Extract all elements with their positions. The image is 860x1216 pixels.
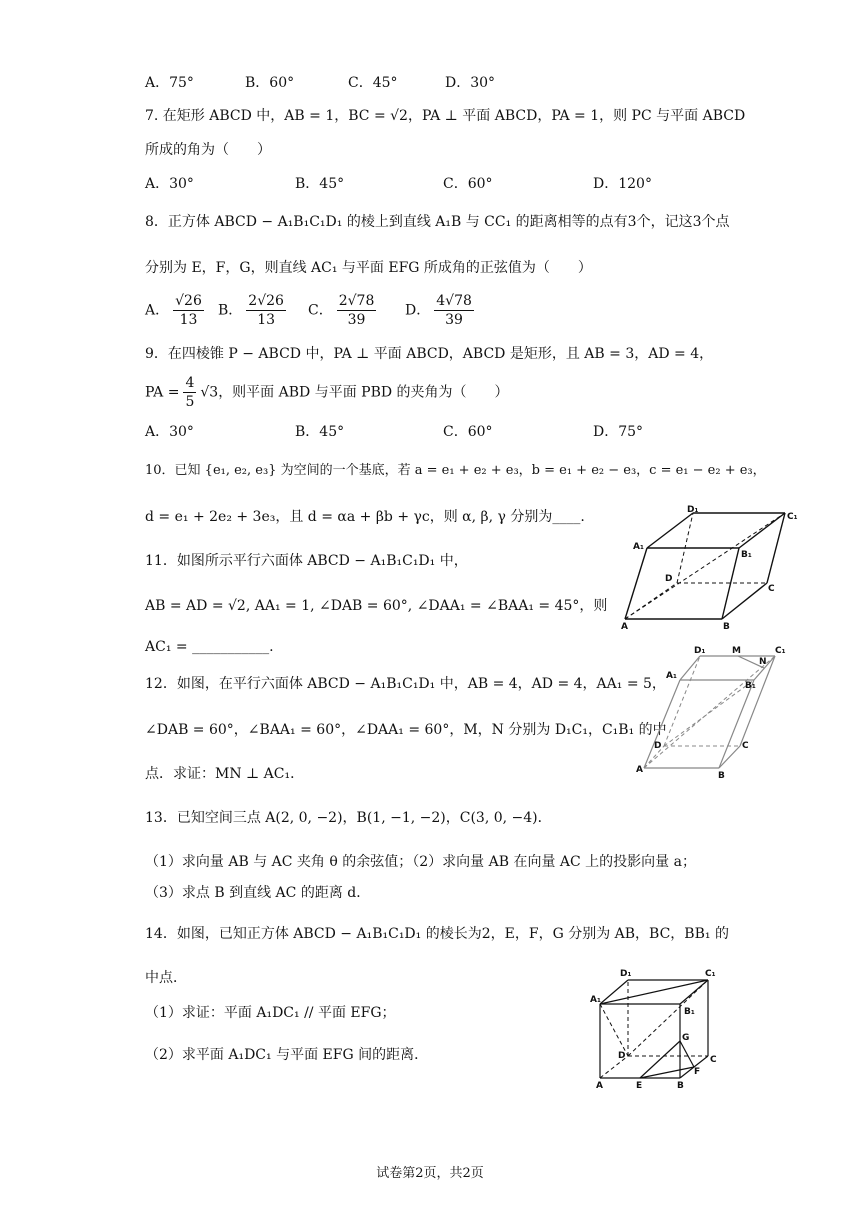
q11-stem-line2: AB = AD = √2, AA₁ = 1, ∠DAB = 60°, ∠DAA₁ = ∠BAA₁ = 45°，则: [145, 598, 608, 614]
q12-stem-line3: 点．求证：MN ⊥ AC₁．: [145, 766, 305, 782]
fig3-label-f: F: [694, 1067, 701, 1077]
figure-cube-q14: [590, 966, 730, 1091]
fig2-label-a1: A₁: [666, 671, 677, 681]
q12-stem-line1: 12．如图，在平行六面体 ABCD − A₁B₁C₁D₁ 中，AB = 4，AD = 4，AA₁ = 5，: [145, 676, 666, 692]
q14-stem-line2: 中点．: [145, 970, 187, 986]
q8-option-d-letter: D．: [405, 302, 431, 319]
fig2-label-b: B: [718, 771, 725, 780]
figure-parallelepiped-q12: [630, 640, 790, 780]
q9-pa-denominator: 5: [185, 394, 195, 410]
fig2-label-b1: B₁: [745, 681, 756, 691]
q7-stem-line1: 7. 在矩形 ABCD 中，AB = 1，BC = √2，PA ⊥ 平面 ABCD，PA = 1，则 PC 与平面 ABCD: [145, 108, 746, 124]
q9-option-d: D．75°: [593, 424, 644, 440]
fig2-label-d: D: [654, 741, 662, 751]
q13-part1-2: （1）求向量 AB 与 AC 夹角 θ 的余弦值；（2）求向量 AB 在向量 AC 上的投影向量 a；: [145, 854, 696, 870]
fig1-label-b1: B₁: [741, 550, 752, 560]
q7-stem-line2: 所成的角为（ ）: [145, 142, 271, 158]
q13-stem-line1: 13．已知空间三点 A(2, 0, −2)，B(1, −1, −2)，C(3, 0, −4)．: [145, 810, 552, 826]
q9-option-a: A．30°: [145, 424, 194, 440]
q8-option-d: [405, 292, 478, 329]
figure-parallelepiped-q11: [615, 505, 815, 629]
fig3-label-e: E: [636, 1081, 643, 1091]
q8-option-a-letter: A．: [145, 302, 170, 319]
q8-option-a-numerator: √26: [175, 293, 202, 309]
q8-option-b-fraction: [246, 292, 286, 329]
fig3-label-b1: B₁: [684, 1007, 695, 1017]
fig3-label-b: B: [677, 1081, 684, 1091]
fig2-label-c: C: [742, 741, 749, 751]
q7-option-d: D．120°: [593, 176, 652, 192]
q8-option-a-denominator: 13: [179, 312, 198, 328]
q10-stem-line2: d = e₁ + 2e₂ + 3e₃，且 d = αa + βb + γc，则 α, β, γ 分别为____.: [145, 509, 585, 525]
fig3-label-a: A: [596, 1081, 603, 1091]
fig1-label-c: C: [768, 584, 775, 594]
fig1-label-a1: A₁: [633, 542, 644, 552]
fig2-label-a: A: [636, 765, 643, 775]
fig1-label-b: B: [723, 622, 730, 629]
q8-option-b-denominator: 13: [257, 312, 276, 328]
q12-stem-line2: ∠DAB = 60°，∠BAA₁ = 60°，∠DAA₁ = 60°，M，N 分别为 D₁C₁，C₁B₁ 的中: [145, 722, 667, 738]
fig3-label-a1: A₁: [590, 995, 601, 1005]
q9-option-b: B．45°: [295, 424, 345, 440]
fig2-label-c1: C₁: [775, 646, 786, 656]
q9-pa-numerator: 4: [185, 375, 195, 391]
fig3-label-g: G: [682, 1033, 690, 1043]
q14-part2: （2）求平面 A₁DC₁ 与平面 EFG 间的距离．: [145, 1047, 429, 1063]
q8-option-c-numerator: 2√78: [338, 293, 375, 309]
fig2-label-n: N: [759, 657, 767, 667]
q8-option-a: [145, 292, 208, 329]
q8-option-b-numerator: 2√26: [248, 293, 284, 309]
q8-option-c-letter: C．: [308, 302, 333, 319]
q13-part3: （3）求点 B 到直线 AC 的距离 d．: [145, 885, 371, 901]
q8-option-b: [218, 292, 290, 329]
fig2-label-d1: D₁: [694, 646, 706, 656]
q11-answer-blank: AC₁ = ___________.: [145, 639, 274, 655]
fig3-label-c1: C₁: [705, 969, 716, 979]
q9-pa-suffix: √3，则平面 ABD 与平面 PBD 的夹角为（ ）: [200, 384, 509, 401]
q9-stem-line1: 9．在四棱锥 P − ABCD 中，PA ⊥ 平面 ABCD，ABCD 是矩形，且 AB = 3，AD = 4，: [145, 346, 714, 362]
q6-option-c: C．45°: [348, 75, 398, 91]
q8-option-d-fraction: [434, 292, 474, 329]
q8-option-c-denominator: 39: [347, 312, 366, 328]
q8-option-d-denominator: 39: [445, 312, 463, 328]
q10-stem-line1: 10．已知 {e₁, e₂, e₃} 为空间的一个基底，若 a = e₁ + e₂ + e₃，b = e₁ + e₂ − e₃，c = e₁ − e₂ + e₃，: [145, 463, 766, 478]
q6-option-d: D．30°: [445, 75, 496, 91]
fig1-label-a: A: [621, 622, 628, 629]
q14-stem-line1: 14．如图，已知正方体 ABCD − A₁B₁C₁D₁ 的棱长为2，E，F，G 分别为 AB，BC，BB₁ 的: [145, 926, 729, 942]
q8-option-b-letter: B．: [218, 302, 243, 319]
q14-part1: （1）求证：平面 A₁DC₁ // 平面 EFG；: [145, 1005, 396, 1021]
q8-option-d-numerator: 4√78: [436, 293, 472, 309]
q6-option-b: B．60°: [245, 75, 295, 91]
q7-option-a: A．30°: [145, 176, 194, 192]
q8-option-c: [308, 292, 380, 329]
q9-pa-prefix: PA =: [145, 384, 180, 401]
fig3-label-c: C: [710, 1055, 717, 1065]
page-footer: 试卷第2页，共2页: [376, 1166, 484, 1181]
fig1-label-c1: C₁: [787, 512, 798, 522]
q8-option-a-fraction: [173, 292, 204, 329]
fig2-label-m: M: [732, 646, 741, 656]
fig1-label-d1: D₁: [687, 505, 699, 515]
q7-option-b: B．45°: [295, 176, 345, 192]
q8-stem-line1: 8．正方体 ABCD − A₁B₁C₁D₁ 的棱上到直线 A₁B 与 CC₁ 的距离相等的点有3个，记这3个点: [145, 214, 730, 230]
q11-stem-line1: 11．如图所示平行六面体 ABCD − A₁B₁C₁D₁ 中，: [145, 553, 468, 569]
fig3-label-d1: D₁: [620, 969, 632, 979]
q8-option-c-fraction: [337, 292, 377, 329]
q9-stem-line2: [145, 374, 509, 411]
q6-option-a: A．75°: [145, 75, 194, 91]
fig3-label-d: D: [618, 1051, 626, 1061]
q8-stem-line2: 分别为 E，F，G，则直线 AC₁ 与平面 EFG 所成角的正弦值为（ ）: [145, 260, 592, 276]
q7-option-c: C．60°: [443, 176, 493, 192]
q9-option-c: C．60°: [443, 424, 493, 440]
q9-pa-fraction: [183, 374, 196, 411]
fig1-label-d: D: [665, 574, 673, 584]
